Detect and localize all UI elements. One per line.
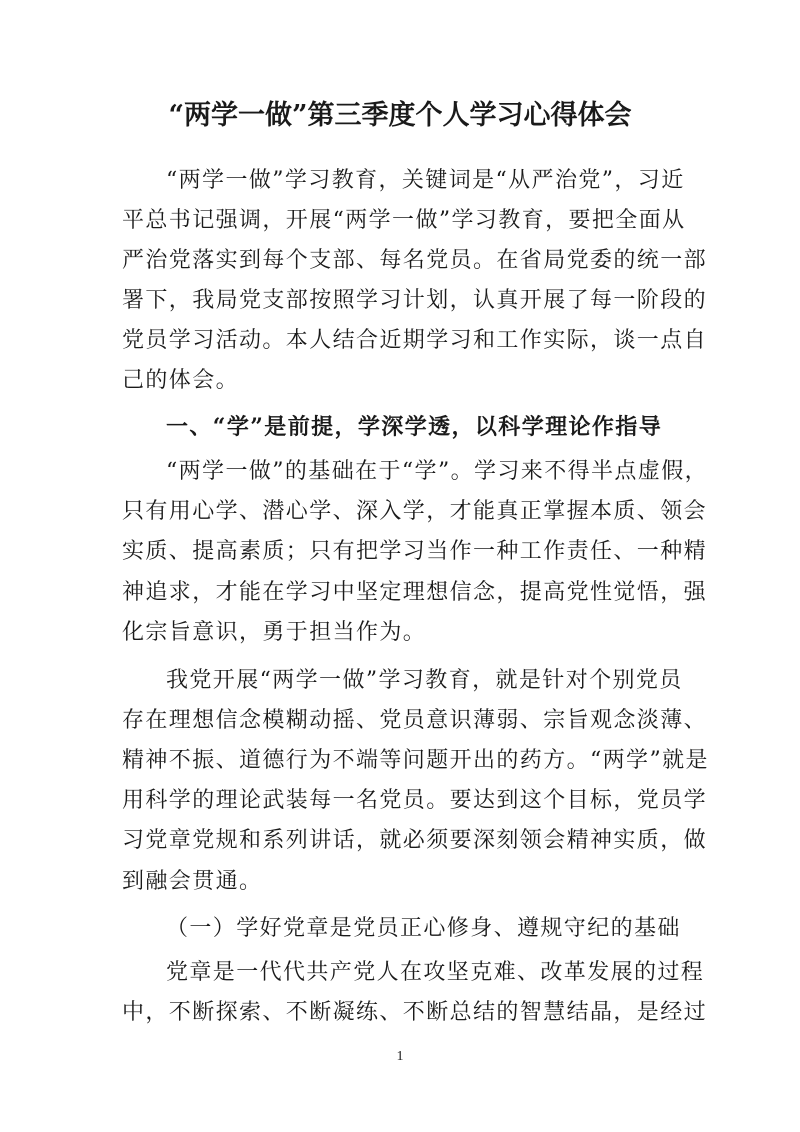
paragraph-line: 化宗旨意识，勇于担当作为。	[122, 620, 427, 645]
paragraph-line: 党章是一代代共产党人在攻坚克难、改革发展的过程	[166, 960, 705, 985]
paragraph-line: 中，不断探索、不断凝练、不断总结的智慧结晶，是经过	[122, 1000, 708, 1025]
paragraph-line: 署下，我局党支部按照学习计划，认真开展了每一阶段的	[122, 288, 708, 313]
paragraph-line: 严治党落实到每个支部、每名党员。在省局党委的统一部	[122, 248, 708, 273]
paragraph-line: “两学一做”的基础在于“学”。学习来不得半点虚假，	[166, 459, 708, 484]
paragraph-line: 存在理想信念模糊动摇、党员意识薄弱、宗旨观念淡薄、	[122, 708, 708, 733]
paragraph-line: 我党开展“两学一做”学习教育，就是针对个别党员	[166, 668, 683, 693]
page-number: 1	[396, 1049, 404, 1064]
paragraph-line: 用科学的理论武装每一名党员。要达到这个目标，党员学	[122, 788, 708, 813]
paragraph-line: 平总书记强调，开展“两学一做”学习教育，要把全面从	[122, 208, 686, 233]
document-title: “两学一做”第三季度个人学习心得体会	[168, 100, 632, 131]
paragraph-line: 精神不振、道德行为不端等问题开出的药方。“两学”就是	[122, 748, 709, 773]
paragraph-line: 神追求，才能在学习中坚定理想信念，提高党性觉悟，强	[122, 580, 708, 605]
paragraph-line: 党员学习活动。本人结合近期学习和工作实际，谈一点自	[122, 328, 708, 353]
paragraph-line: 到融会贯通。	[122, 869, 263, 894]
paragraph-line: 实质、提高素质；只有把学习当作一种工作责任、一种精	[122, 539, 708, 564]
paragraph-line: 只有用心学、潜心学、深入学，才能真正掌握本质、领会	[122, 499, 708, 524]
section-heading: 一、“学”是前提，学深学透，以科学理论作指导	[166, 414, 663, 440]
subsection-heading: （一）学好党章是党员正心修身、遵规守纪的基础	[166, 916, 681, 941]
paragraph-line: 习党章党规和系列讲话，就必须要深刻领会精神实质，做	[122, 828, 708, 853]
paragraph-line: “两学一做”学习教育，关键词是“从严治党”，习近	[166, 168, 685, 193]
paragraph-line: 己的体会。	[122, 368, 240, 393]
